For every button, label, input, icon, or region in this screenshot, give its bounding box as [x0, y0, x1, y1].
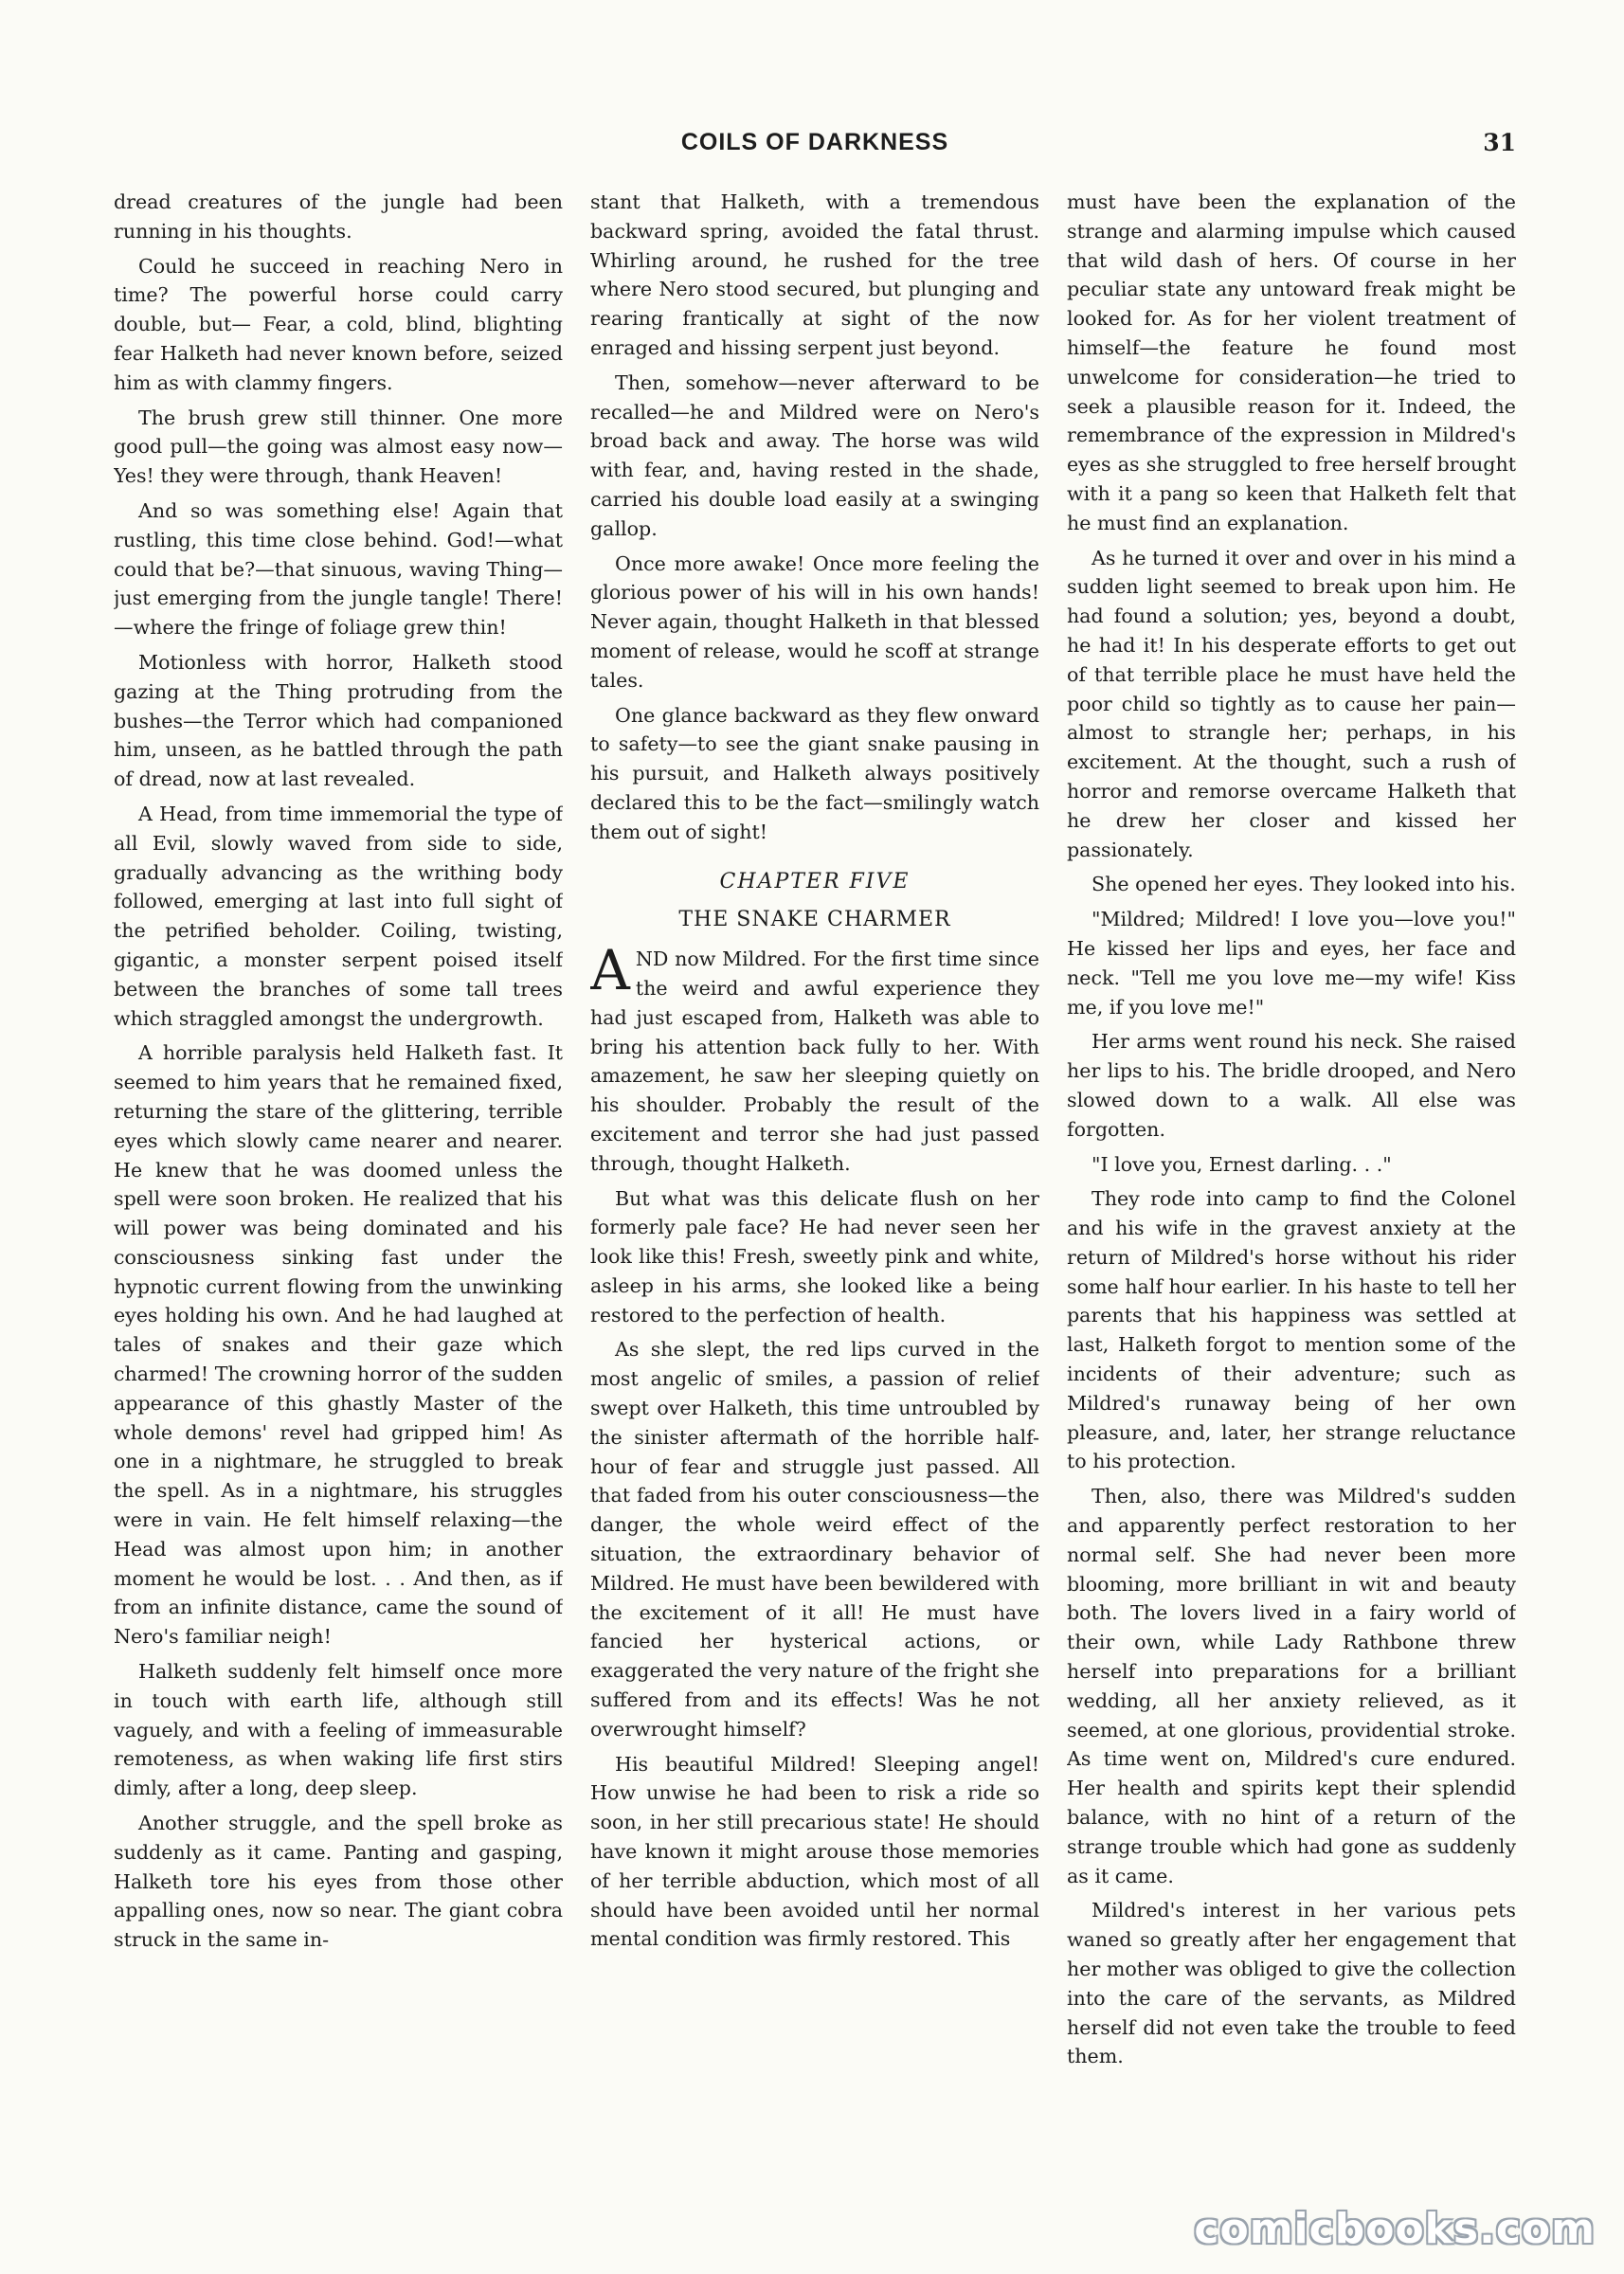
paragraph: Once more awake! Once more feeling the glorious power of his will in his own hands! Never again, thought Halketh in that blessed moment of release, would he scoff at strange tales. [590, 551, 1039, 692]
paragraph: His beautiful Mildred! Sleeping angel! How unwise he had been to risk a ride so soon, in her still precarious state! He should have known it might arouse those memories of her terrible abduction, which most of all should have been avoided until her normal mental condition was firmly restored. This [590, 1752, 1039, 1951]
paragraph: One glance backward as they flew onward to safety—to see the giant snake pausing in his pursuit, and Halketh always positively declared this to be the fact—smilingly watch them out of sight! [590, 703, 1039, 843]
paragraph: stant that Halketh, with a tremendous backward spring, avoided the fatal thrust. Whirling around, he rushed for the tree where Nero stood secured, but plunging and rearing frantically at sight of the now enraged and hissing serpent just beyond. [590, 190, 1039, 359]
column-3 [1067, 188, 1516, 2158]
running-title: COILS OF DARKNESS [680, 129, 949, 155]
paragraph: But what was this delicate flush on her formerly pale face? He had never seen her look like this! Fresh, sweetly pink and white, asleep in his arms, she looked like a being restored to the perfection of health. [590, 1186, 1039, 1326]
watermark: comicbooks.com [1194, 2205, 1596, 2253]
paragraph: Her arms went round his neck. She raised her lips to his. The bridle drooped, and Nero slowed down to a walk. All else was forgotten. [1067, 1030, 1516, 1141]
paragraph: A horrible paralysis held Halketh fast. It seemed to him years that he remained fixed, returning the stare of the glittering, terrible eyes which slowly came nearer and nearer. He knew that he was doomed unless the spell were soon broken. He realized that his will power was being dominated and his consciousness sinking fast under the hypnotic current flowing from the unwinking eyes holding his own. And he had laughed at tales of snakes and their gaze which charmed! The crowning horror of the sudden appearance of this ghastly Master of the whole demons' revel had gripped him! As one in a nightmare, he struggled to break the spell. As in a nightmare, his struggles were in vain. He felt himself relaxing—the Head was almost upon him; in another moment he would be lost. . . And then, as if from an infinite distance, came the sound of Nero's familiar neigh! [114, 1041, 563, 1649]
page-header [114, 129, 1516, 167]
paragraph: As he turned it over and over in his mind a sudden light seemed to break upon him. He had found a solution; yes, beyond a doubt, he had it! In his desperate efforts to get out of that terrible place he must have held the poor child so tightly as to cause her pain—almost to strangle her; perhaps, in his excitement. At the thought, such a rush of horror and remorse overcame Halketh that he drew her closer and kissed her passionately. [1067, 546, 1516, 861]
paragraph: must have been the explanation of the strange and alarming impulse which caused that wild dash of hers. Of course in her peculiar state any untoward freak might be looked for. As for her violent treatment of himself—the feature he found most unwelcome for consideration—he tried to seek a plausible reason for it. Indeed, the remembrance of the expression in Mildred's eyes as she struggled to free herself brought with it a pang so keen that Halketh felt that he must find an explanation. [1067, 190, 1516, 534]
page-number: 31 [1483, 129, 1516, 156]
paragraph: And so was something else! Again that rustling, this time close behind. God!—what could that be?—that sinuous, waving Thing—just emerging from the jungle tangle! There!—where the fringe of foliage grew thin! [114, 498, 563, 640]
paragraph: Mildred's interest in her various pets waned so greatly after her engagement that her mother was obliged to give the collection into the care of the servants, as Mildred herself did not even take the trouble to feed them. [1067, 1899, 1516, 2068]
column-2 [590, 188, 1039, 2158]
paragraph: "Mildred; Mildred! I love you—love you!" He kissed her lips and eyes, her face and neck. "Tell me you love me—my wife! Kiss me, if you love me!" [1067, 908, 1516, 1019]
chapter-number: CHAPTER FIVE [719, 869, 911, 893]
paragraph: Then, somehow—never afterward to be recalled—he and Mildred were on Nero's broad back and away. The horse was wild with fear, and, having rested in the shade, carried his double load easily at a swinging gallop. [590, 370, 1039, 540]
drop-cap: A [590, 938, 630, 1003]
chapter-title: THE SNAKE CHARMER [678, 908, 951, 932]
text-columns [114, 188, 1516, 2158]
paragraph: Then, also, there was Mildred's sudden and apparently perfect restoration to her normal self. She had never been more blooming, more brilliant in wit and beauty both. The lovers lived in a fairy world of their own, while Lady Rathbone threw herself into preparations for a brilliant wedding, all her anxiety relieved, as it seemed, at one glorious, providential stroke. As time went on, Mildred's cure endured. Her health and spirits kept their splendid balance, with no hint of a return of the strange trouble which had gone as suddenly as it came. [1067, 1485, 1516, 1887]
paragraph: Motionless with horror, Halketh stood gazing at the Thing protruding from the bushes—the Terror which had companioned him, unseen, as he battled through the path of dread, now at last revealed. [114, 650, 563, 791]
paragraph: As she slept, the red lips curved in the most angelic of smiles, a passion of relief swept over Halketh, this time untroubled by the sinister aftermath of the horrible half-hour of fear and struggle just passed. All that faded from his outer consciousness—the danger, the whole weird effect of the situation, the extraordinary behavior of Mildred. He must have been bewildered with the excitement of it all! He must have fancied her hysterical actions, or exaggerated the very nature of the fright she suffered from and its effects! Was he not overwrought himself? [590, 1338, 1039, 1741]
opening-text: ND now Mildred. For the first time since the weird and awful experience they had just escaped from, Halketh was able to bring his attention back fully to her. With amazement, he saw her sleeping quietly on his shoulder. Probably the result of the excitement and terror she had just passed through, thought Halketh. [590, 948, 1039, 1175]
column-1 [114, 188, 563, 2158]
paragraph: Another struggle, and the spell broke as suddenly as it came. Panting and gasping, Halketh tore his eyes from those other appalling ones, now so near. The giant cobra struck in the same in- [114, 1812, 563, 1952]
paragraph: She opened her eyes. They looked into his. [1092, 873, 1516, 896]
chapter-opening-paragraph [590, 938, 1039, 1178]
paragraph: Halketh suddenly felt himself once more in touch with earth life, although still vaguely, and with a feeling of immeasurable remoteness, as when waking life first stirs dimly, after a long, deep sleep. [114, 1660, 563, 1800]
paragraph: "I love you, Ernest darling. . ." [1092, 1152, 1392, 1176]
paragraph: The brush grew still thinner. One more good pull—the going was almost easy now—Yes! they were through, thank Heaven! [114, 406, 563, 488]
paragraph: dread creatures of the jungle had been running in his thoughts. [114, 190, 563, 243]
paragraph: Could he succeed in reaching Nero in time? The powerful horse could carry double, but— Fear, a cold, blind, blighting fear Halketh had never known before, seized him as with clammy fingers. [114, 254, 563, 394]
paragraph: They rode into camp to find the Colonel and his wife in the gravest anxiety at the return of Mildred's horse without his rider some half hour earlier. In his haste to tell her parents that his happiness was settled at last, Halketh forgot to mention some of the incidents of their adventure; such as Mildred's runaway being of her own pleasure, and, later, her strange reluctance to his protection. [1067, 1187, 1516, 1473]
paragraph: A Head, from time immemorial the type of all Evil, slowly waved from side to side, gradually advancing as the writhing body followed, emerging at last into full sight of the petrified beholder. Coiling, twisting, gigantic, a monster serpent poised itself between the branches of some tall trees which straggled amongst the undergrowth. [114, 802, 563, 1030]
